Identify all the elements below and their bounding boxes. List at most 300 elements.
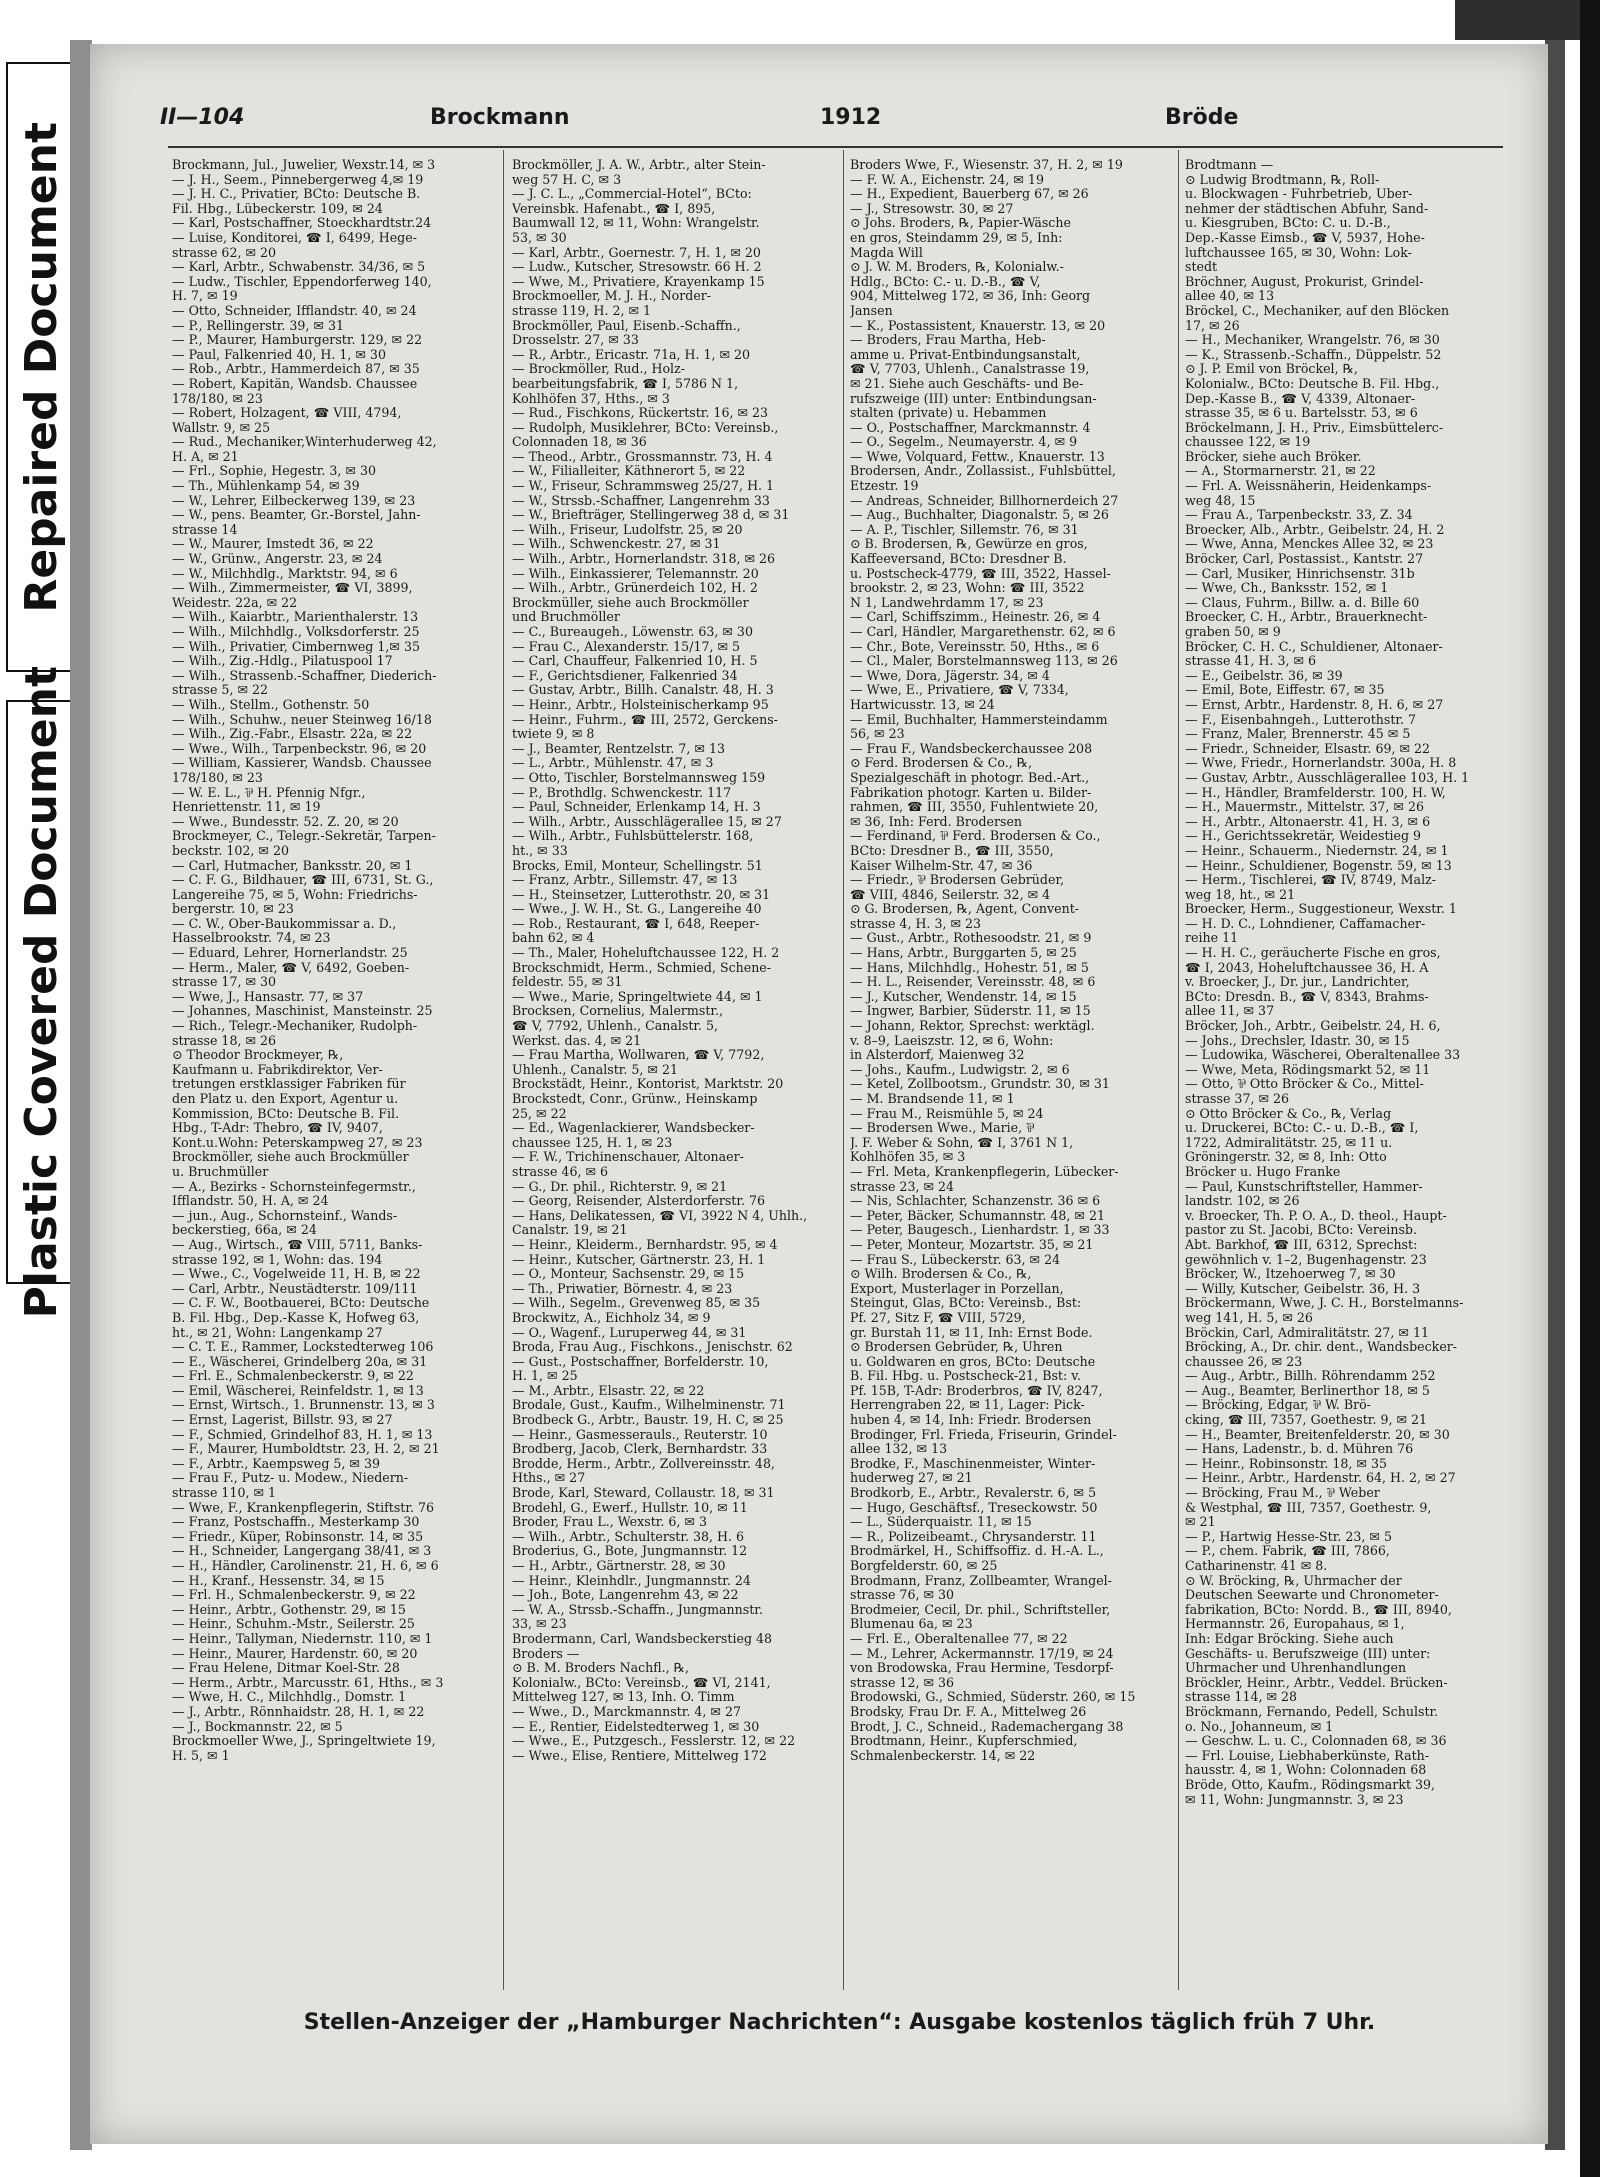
entry-line: — F., Gerichtsdiener, Falkenried 34: [512, 668, 738, 683]
entry-line: bergerstr. 10, ✉ 23: [172, 902, 294, 917]
entry-line: — G., Dr. phil., Richterstr. 9, ✉ 21: [512, 1179, 728, 1194]
entry-line: Brodt, J. C., Schneid., Rademachergang 38: [850, 1719, 1124, 1734]
entry-line: 904, Mittelweg 172, ✉ 36, Inh: Georg: [850, 289, 1091, 304]
entry-line: Mittelweg 127, ✉ 13, Inh. O. Timm: [512, 1690, 735, 1705]
entry-line: u. Goldwaren en gros, BCto: Deutsche: [850, 1354, 1096, 1369]
entry-line: Dep.-Kasse Eimsb., ☎ V, 5937, Hohe-: [1185, 230, 1425, 245]
entry-line: Magda Will: [850, 245, 923, 260]
scan-edge-right: [1580, 0, 1600, 2177]
entry-line: — Th., Priwatier, Börnestr. 4, ✉ 23: [512, 1281, 733, 1296]
entry-line: Uhrmacher und Uhrenhandlungen: [1185, 1661, 1407, 1676]
entry-line: — Claus, Fuhrm., Billw. a. d. Bille 60: [1185, 595, 1420, 610]
entry-line: ☎ I, 2043, Hoheluftchaussee 36, H. A: [1185, 960, 1429, 975]
entry-line: tretungen erstklassiger Fabriken für: [172, 1077, 406, 1092]
entry-line: Catharinenstr. 41 ✉ 8.: [1185, 1559, 1328, 1573]
entry-line: B. Fil. Hbg., Dep.-Kasse K, Hofweg 63,: [172, 1310, 420, 1325]
entry-line: — Hans, Delikatessen, ☎ VI, 3922 N 4, Uhlh.,: [512, 1208, 808, 1223]
entry-line: ⊙ G. Brodersen, ℞, Agent, Convent-: [850, 902, 1080, 917]
entry-line: bearbeitungsfabrik, ☎ I, 5786 N 1,: [512, 376, 739, 391]
entry-line: — Nis, Schlachter, Schanzenstr. 36 ✉ 6: [850, 1194, 1101, 1209]
entry-line: u. Bruchmüller: [172, 1164, 269, 1179]
entry-line: — Luise, Konditorei, ☎ I, 6499, Hege-: [172, 230, 417, 245]
entry-line: — W., Lehrer, Eilbeckerweg 139, ✉ 23: [172, 493, 416, 508]
entry-line: beckstr. 102, ✉ 20: [172, 843, 289, 858]
entry-line: — Wwe, Friedr., Hornerlandstr. 300a, H. 8: [1185, 756, 1457, 771]
entry-line: den Platz u. den Export, Agentur u.: [172, 1092, 399, 1106]
entry-line: — W., Milchhdlg., Marktstr. 94, ✉ 6: [172, 566, 398, 581]
entry-line: Baumwall 12, ✉ 11, Wohn: Wrangelstr.: [512, 216, 760, 231]
entry-line: — Eduard, Lehrer, Hornerlandstr. 25: [172, 946, 408, 961]
entry-line: — Heinr., Schuhm.-Mstr., Seilerstr. 25: [172, 1617, 415, 1632]
entry-line: — H., Steinsetzer, Lutterothstr. 20, ✉ 31: [512, 887, 771, 902]
entry-line: — J., Bockmannstr. 22, ✉ 5: [172, 1719, 343, 1734]
entry-line: — H., Arbtr., Altonaerstr. 41, H. 3, ✉ 6: [1185, 814, 1431, 829]
entry-line: Brodehl, G., Ewerf., Hullstr. 10, ✉ 11: [512, 1500, 748, 1515]
entry-line: — P., Rellingerstr. 39, ✉ 31: [172, 318, 344, 333]
entry-line: — Wwe, E., Privatiere, ☎ V, 7334,: [850, 683, 1069, 698]
entry-line: — Wilh., Zig.-Hdlg., Pilatuspool 17: [172, 654, 393, 669]
entry-line: Fabrikation photogr. Karten u. Bilder-: [850, 785, 1092, 800]
scan-shadow-left: [70, 40, 92, 2150]
entry-line: — Otto, Schneider, Ifflandstr. 40, ✉ 24: [172, 303, 417, 318]
entry-line: — Robert, Holzagent, ☎ VIII, 4794,: [172, 406, 402, 421]
entry-line: — Th., Mühlenkamp 54, ✉ 39: [172, 479, 360, 494]
entry-line: Brodtmann, Heinr., Kupferschmied,: [850, 1734, 1078, 1749]
entry-line: — Paul, Kunstschriftsteller, Hammer-: [1185, 1179, 1423, 1194]
entry-line: stalten (private) u. Hebammen: [850, 406, 1047, 421]
entry-line: — F., Eisenbahngeh., Lutterothstr. 7: [1185, 712, 1417, 727]
entry-line: 17, ✉ 26: [1185, 318, 1240, 333]
entry-line: — F., Maurer, Humboldtstr. 23, H. 2, ✉ 21: [172, 1442, 440, 1457]
entry-line: — P., Brothdlg. Schwenckestr. 117: [512, 785, 732, 800]
entry-line: — Friedr., Küper, Robinsonstr. 14, ✉ 35: [172, 1529, 424, 1544]
entry-line: ✉ 21. Siehe auch Geschäfts- und Be-: [850, 376, 1084, 391]
entry-line: Hths., ✉ 27: [512, 1471, 586, 1486]
entry-line: Brocks, Emil, Monteur, Schellingstr. 51: [512, 858, 763, 873]
entry-line: — Frl., Sophie, Hegestr. 3, ✉ 30: [172, 464, 376, 479]
entry-line: — Hans, Ladenstr., b. d. Mühren 76: [1185, 1442, 1414, 1457]
entry-line: BCto: Dresdn. B., ☎ V, 8343, Brahms-: [1185, 989, 1429, 1004]
entry-line: — Wilh., Strassenb.-Schaffner, Diederich-: [172, 668, 437, 683]
entry-line: — Gustav, Arbtr., Billh. Canalstr. 48, H. 3: [512, 683, 774, 698]
entry-line: Hasselbrookstr. 74, ✉ 23: [172, 931, 331, 946]
entry-line: twiete 9, ✉ 8: [512, 727, 595, 742]
entry-line: — jun., Aug., Schornsteinf., Wands-: [172, 1208, 398, 1223]
entry-line: J. F. Weber & Sohn, ☎ I, 3761 N 1,: [850, 1135, 1074, 1150]
entry-line: — Johs., Drechsler, Idastr. 30, ✉ 15: [1185, 1033, 1410, 1048]
entry-line: — Joh., Bote, Langenrehm 43, ✉ 22: [512, 1588, 739, 1603]
entry-line: allee 40, ✉ 13: [1185, 289, 1275, 304]
entry-line: ⊙ B. M. Broders Nachfl., ℞,: [512, 1661, 689, 1676]
entry-line: — A. P., Tischler, Sillemstr. 76, ✉ 31: [850, 522, 1079, 537]
entry-line: — M. Brandsende 11, ✉ 1: [850, 1092, 1015, 1106]
entry-line: — Rob., Arbtr., Hammerdeich 87, ✉ 35: [172, 362, 420, 377]
entry-line: beckerstieg, 66a, ✉ 24: [172, 1223, 317, 1238]
entry-line: — J., Beamter, Rentzelstr. 7, ✉ 13: [512, 741, 725, 756]
entry-line: — Frau C., Alexanderstr. 15/17, ✉ 5: [512, 639, 741, 654]
entry-line: strasse 119, H. 2, ✉ 1: [512, 303, 652, 318]
entry-line: — R., Arbtr., Ericastr. 71a, H. 1, ✉ 20: [512, 347, 751, 362]
entry-line: — O., Wagenf., Luruperweg 44, ✉ 31: [512, 1325, 747, 1340]
entry-line: — C. T. E., Rammer, Lockstedterweg 106: [172, 1340, 434, 1355]
entry-line: — Johs., Kaufm., Ludwigstr. 2, ✉ 6: [850, 1062, 1070, 1077]
entry-line: Gröningerstr. 32, ✉ 8, Inh: Otto: [1185, 1150, 1387, 1165]
entry-line: cking, ☎ III, 7357, Goethestr. 9, ✉ 21: [1185, 1413, 1428, 1428]
entry-line: strasse 76, ✉ 30: [850, 1588, 955, 1603]
directory-column-2: [512, 158, 838, 1988]
entry-line: Brodmärkel, H., Schiffsoffiz. d. H.-A. L.,: [850, 1544, 1104, 1559]
entry-line: Brodkorb, E., Arbtr., Revalerstr. 6, ✉ 5: [850, 1486, 1097, 1501]
year: 1912: [820, 105, 882, 130]
entry-line: Hartwicusstr. 13, ✉ 24: [850, 697, 995, 712]
entry-line: — Wilh., Zimmermeister, ☎ VI, 3899,: [172, 581, 413, 596]
entry-line: — C. W., Ober-Baukommissar a. D.,: [172, 916, 397, 931]
entry-line: — Friedr., ⅌ Brodersen Gebrüder,: [850, 873, 1065, 888]
entry-line: — E., Geibelstr. 36, ✉ 39: [1185, 668, 1343, 683]
entry-line: Brodmeier, Cecil, Dr. phil., Schriftsteller,: [850, 1602, 1111, 1617]
entry-line: bahn 62, ✉ 4: [512, 931, 595, 946]
entry-line: rufszweige (III) unter: Entbindungsan-: [850, 391, 1097, 406]
entry-line: — Aug., Wirtsch., ☎ VIII, 5711, Banks-: [172, 1237, 423, 1252]
entry-line: — H., Händler, Carolinenstr. 21, H. 6, ✉ 6: [172, 1559, 439, 1573]
entry-line: Brockmoeller Wwe, J., Springeltwiete 19,: [172, 1734, 436, 1749]
entry-line: — Aug., Arbtr., Billh. Röhrendamm 252: [1185, 1369, 1436, 1384]
entry-line: — Willy, Kutscher, Geibelstr. 36, H. 3: [1185, 1281, 1421, 1296]
entry-line: Bröcker u. Hugo Franke: [1185, 1164, 1341, 1179]
entry-line: — Franz, Maler, Brennerstr. 45 ✉ 5: [1185, 727, 1411, 742]
entry-line: strasse 62, ✉ 20: [172, 245, 277, 260]
entry-line: — F., Arbtr., Kaempsweg 5, ✉ 39: [172, 1456, 380, 1471]
entry-line: Steingut, Glas, BCto: Vereinsb., Bst:: [850, 1296, 1082, 1311]
entry-line: — Ferdinand, ⅌ Ferd. Brodersen & Co.,: [850, 829, 1101, 844]
entry-line: — Heinr., Arbtr., Hardenstr. 64, H. 2, ✉ 27: [1185, 1471, 1456, 1486]
entry-line: — M., Arbtr., Elsastr. 22, ✉ 22: [512, 1383, 705, 1398]
entry-line: — L., Arbtr., Mühlenstr. 47, ✉ 3: [512, 756, 714, 771]
entry-line: — Wilh., Einkassierer, Telemannstr. 20: [512, 566, 759, 581]
entry-line: hausstr. 4, ✉ 1, Wohn: Colonnaden 68: [1185, 1763, 1427, 1778]
entry-line: — Wwe, Ch., Banksstr. 152, ✉ 1: [1185, 581, 1389, 596]
entry-line: fabrikation, BCto: Nordd. B., ☎ III, 8940,: [1185, 1602, 1452, 1617]
entry-line: — Heinr., Schauerm., Niedernstr. 24, ✉ 1: [1185, 843, 1449, 858]
entry-line: amme u. Privat-Entbindungsanstalt,: [850, 347, 1081, 362]
entry-line: — Heinr., Tallyman, Niedernstr. 110, ✉ 1: [172, 1631, 433, 1646]
entry-line: Kaufmann u. Fabrikdirektor, Ver-: [172, 1062, 383, 1077]
entry-line: Kolonialw., BCto: Deutsche B. Fil. Hbg.,: [1185, 376, 1440, 391]
entry-line: — Heinr., Arbtr., Gothenstr. 29, ✉ 15: [172, 1602, 406, 1617]
entry-line: — Frau S., Lübeckerstr. 63, ✉ 24: [850, 1252, 1061, 1267]
entry-line: — Ingwer, Barbier, Süderstr. 11, ✉ 15: [850, 1004, 1091, 1019]
entry-line: — Bröcking, Edgar, ⅌ W. Brö-: [1185, 1398, 1371, 1413]
header-rule: [168, 146, 1503, 148]
entry-line: — Johann, Rektor, Sprechst: werktägl.: [850, 1019, 1095, 1034]
entry-line: ✉ 11, Wohn: Jungmannstr. 3, ✉ 23: [1185, 1792, 1404, 1807]
entry-line: — H., Händler, Bramfelderstr. 100, H. W,: [1185, 785, 1446, 800]
entry-line: — Ernst, Arbtr., Hardenstr. 8, H. 6, ✉ 27: [1185, 697, 1444, 712]
entry-line: 53, ✉ 30: [512, 230, 567, 245]
entry-line: strasse 4, H. 3, ✉ 23: [850, 916, 982, 931]
entry-line: — P., Maurer, Hamburgerstr. 129, ✉ 22: [172, 333, 423, 348]
entry-line: strasse 37, ✉ 26: [1185, 1092, 1290, 1106]
entry-line: Brodberg, Jacob, Clerk, Bernhardstr. 33: [512, 1442, 768, 1457]
entry-line: — Friedr., Schneider, Elsastr. 69, ✉ 22: [1185, 741, 1431, 756]
entry-line: Brockmüller, siehe auch Brockmöller: [512, 595, 749, 610]
entry-line: — Wilh., Zig.-Fabr., Elsastr. 22a, ✉ 22: [172, 727, 413, 742]
entry-line: — Hans, Arbtr., Burggarten 5, ✉ 25: [850, 946, 1077, 961]
entry-line: — Andreas, Schneider, Billhornerdeich 27: [850, 493, 1119, 508]
entry-line: Brocksen, Cornelius, Malermstr.,: [512, 1004, 724, 1019]
entry-line: weg 48, 15: [1185, 493, 1256, 508]
entry-line: — F., Schmied, Grindelhof 83, H. 1, ✉ 13: [172, 1427, 433, 1442]
entry-line: ☎ V, 7703, Uhlenh., Canalstrasse 19,: [850, 362, 1090, 377]
entry-line: — H., Arbtr., Gärtnerstr. 28, ✉ 30: [512, 1559, 726, 1573]
entry-line: Broda, Frau Aug., Fischkons., Jenischstr. 62: [512, 1340, 793, 1355]
entry-line: strasse 41, H. 3, ✉ 6: [1185, 654, 1317, 669]
entry-line: — Wwe, Dora, Jägerstr. 34, ✉ 4: [850, 668, 1050, 683]
directory-column-3: [850, 158, 1178, 1988]
footer-advertisement: Stellen-Anzeiger der „Hamburger Nachrichten“: Ausgabe kostenlos täglich früh 7 Uhr.: [303, 2010, 1376, 2035]
entry-line: — Chr., Bote, Vereinsstr. 50, Hths., ✉ 6: [850, 639, 1100, 654]
entry-line: — Emil, Bote, Eiffestr. 67, ✉ 35: [1185, 683, 1385, 698]
entry-line: — Aug., Beamter, Berlinerthor 18, ✉ 5: [1185, 1383, 1430, 1398]
entry-line: Canalstr. 19, ✉ 21: [512, 1223, 628, 1238]
entry-line: weg 18, ht., ✉ 21: [1185, 887, 1296, 902]
entry-line: — Wilh., Arbtr., Ausschlägerallee 15, ✉ 27: [512, 814, 782, 829]
entry-line: Kaffeeversand, BCto: Dresdner B.: [850, 552, 1067, 567]
entry-line: Kaiser Wilhelm-Str. 47, ✉ 36: [850, 858, 1033, 873]
entry-line: — Broders, Frau Martha, Heb-: [850, 333, 1046, 348]
entry-line: — W. E. L., ⅌ H. Pfennig Nfgr.,: [172, 785, 366, 800]
entry-line: Brockmoeller, M. J. H., Norder-: [512, 289, 712, 304]
entry-line: u. Druckerei, BCto: C.- u. D.-B., ☎ I,: [1185, 1121, 1419, 1136]
entry-line: ☎ VIII, 4846, Seilerstr. 32, ✉ 4: [850, 887, 1051, 902]
entry-line: ⊙ W. Bröcking, ℞, Uhrmacher der: [1185, 1573, 1402, 1588]
entry-line: — C., Bureaugeh., Löwenstr. 63, ✉ 30: [512, 625, 753, 639]
entry-line: — Gust., Arbtr., Rothesoodstr. 21, ✉ 9: [850, 931, 1092, 946]
entry-line: — Peter, Monteur, Mozartstr. 35, ✉ 21: [850, 1237, 1094, 1252]
entry-line: — Brockmöller, Rud., Holz-: [512, 362, 685, 377]
entry-line: 1722, Admiralitätstr. 25, ✉ 11 u.: [1185, 1135, 1393, 1150]
entry-line: — Ludw., Kutscher, Stresowstr. 66 H. 2: [512, 260, 762, 275]
entry-line: — Wwe., C., Vogelweide 11, H. B, ✉ 22: [172, 1267, 421, 1282]
entry-line: — Brodersen Wwe., Marie, ⅌: [850, 1121, 1035, 1136]
entry-line: — Wwe, H. C., Milchhdlg., Domstr. 1: [172, 1690, 407, 1705]
entry-line: v. 8–9, Laeiszstr. 12, ✉ 6, Wohn:: [850, 1033, 1054, 1048]
entry-line: Brodale, Gust., Kaufm., Wilhelminenstr. 71: [512, 1398, 786, 1413]
entry-line: in Alsterdorf, Maienweg 32: [850, 1048, 1025, 1063]
entry-line: — Frl. E., Schmalenbeckerstr. 9, ✉ 22: [172, 1369, 414, 1384]
entry-line: — J., Arbtr., Rönnhaidstr. 28, H. 1, ✉ 22: [172, 1704, 425, 1719]
column-divider: [503, 150, 504, 1990]
entry-line: — Th., Maler, Hoheluftchaussee 122, H. 2: [512, 946, 780, 961]
entry-line: 56, ✉ 23: [850, 727, 905, 742]
entry-line: — Frl. A. Weissnäherin, Heidenkamps-: [1185, 479, 1432, 494]
page-number: II—104: [160, 105, 245, 130]
page-header: [160, 105, 1530, 145]
entry-line: ⊙ Johs. Broders, ℞, Papier-Wäsche: [850, 216, 1071, 231]
entry-line: — Wilh., Friseur, Ludolfstr. 25, ✉ 20: [512, 522, 743, 537]
column-divider: [1178, 150, 1179, 1990]
entry-line: Vereinsbk. Hafenabt., ☎ I, 895,: [512, 201, 716, 216]
entry-line: Bröcker, siehe auch Bröker.: [1185, 449, 1362, 464]
entry-line: — R., Polizeibeamt., Chrysanderstr. 11: [850, 1529, 1097, 1544]
entry-line: — Herm., Maler, ☎ V, 6492, Goeben-: [172, 960, 410, 975]
entry-line: ⊙ B. Brodersen, ℞, Gewürze en gros,: [850, 537, 1088, 552]
entry-line: Brockmann, Jul., Juwelier, Wexstr.14, ✉ 3: [172, 158, 436, 172]
entry-line: — K., Strassenb.-Schaffn., Düppelstr. 52: [1185, 347, 1442, 362]
entry-line: — Heinr., Maurer, Hardenstr. 60, ✉ 20: [172, 1646, 418, 1661]
entry-line: — H. H. C., geräucherte Fische en gros,: [1185, 946, 1441, 961]
entry-line: Broders —: [512, 1646, 580, 1661]
entry-line: Hdlg., BCto: C.- u. D.-B., ☎ V,: [850, 274, 1041, 289]
entry-line: — W., Strssb.-Schaffner, Langenrehm 33: [512, 493, 770, 508]
entry-line: Spezialgeschäft in photogr. Bed.-Art.,: [850, 770, 1090, 785]
entry-line: Langereihe 75, ✉ 5, Wohn: Friedrichs-: [172, 887, 418, 902]
entry-line: Kohlhöfen 37, Hths., ✉ 3: [512, 391, 670, 406]
entry-line: Jansen: [850, 303, 893, 318]
entry-line: — Frau Helene, Ditmar Koel-Str. 28: [172, 1661, 400, 1676]
entry-line: — H., Mechaniker, Wrangelstr. 76, ✉ 30: [1185, 333, 1440, 348]
entry-line: — Frl. Louise, Liebhaberkünste, Rath-: [1185, 1748, 1429, 1763]
entry-line: ⊙ J. P. Emil von Bröckel, ℞,: [1185, 362, 1358, 377]
entry-line: — Heinr., Fuhrm., ☎ III, 2572, Gerckens-: [512, 712, 778, 727]
entry-line: Dep.-Kasse B., ☎ V, 4339, Altonaer-: [1185, 391, 1416, 406]
entry-line: Bröcker, W., Itzehoerweg 7, ✉ 30: [1185, 1267, 1396, 1282]
entry-line: — F. W., Trichinenschauer, Altonaer-: [512, 1150, 744, 1165]
entry-line: — Heinr., Robinsonstr. 18, ✉ 35: [1185, 1456, 1388, 1471]
entry-line: Brockmöller, J. A. W., Arbtr., alter Stein-: [512, 158, 766, 172]
entry-line: — Rud., Mechaniker,Winterhuderweg 42,: [172, 435, 437, 450]
entry-line: — L., Süderquaistr. 11, ✉ 15: [850, 1515, 1032, 1530]
entry-line: — W. A., Strssb.-Schaffn., Jungmannstr.: [512, 1602, 763, 1617]
entry-line: luftchaussee 165, ✉ 30, Wohn: Lok-: [1185, 245, 1412, 260]
entry-line: ⊙ Brodersen Gebrüder, ℞, Uhren: [850, 1340, 1063, 1355]
entry-line: ⊙ Otto Bröcker & Co., ℞, Verlag: [1185, 1106, 1392, 1121]
entry-line: Brockmeyer, C., Telegr.-Sekretär, Tarpen-: [172, 829, 436, 844]
entry-line: — Wilh., Milchhdlg., Volksdorferstr. 25: [172, 625, 420, 639]
entry-line: Broecker, C. H., Arbtr., Brauerknecht-: [1185, 610, 1428, 625]
entry-line: strasse 114, ✉ 28: [1185, 1690, 1298, 1705]
entry-line: strasse 110, ✉ 1: [172, 1486, 277, 1501]
entry-line: Wallstr. 9, ✉ 25: [172, 420, 271, 435]
entry-line: o. No., Johanneum, ✉ 1: [1185, 1719, 1334, 1734]
entry-line: — W., Filialleiter, Käthnerort 5, ✉ 22: [512, 464, 746, 479]
entry-line: ✉ 21: [1185, 1515, 1216, 1530]
entry-line: und Bruchmöller: [512, 610, 620, 625]
entry-line: — Theod., Arbtr., Grossmannstr. 73, H. 4: [512, 449, 773, 464]
entry-line: — Hugo, Geschäftsf., Treseckowstr. 50: [850, 1500, 1098, 1515]
entry-line: Brockschmidt, Herm., Schmied, Schene-: [512, 960, 772, 975]
entry-line: — O., Segelm., Neumayerstr. 4, ✉ 9: [850, 435, 1078, 450]
entry-line: nehmer der städtischen Abfuhr, Sand-: [1185, 201, 1429, 216]
entry-line: — W., Friseur, Schrammsweg 25/27, H. 1: [512, 479, 775, 494]
entry-line: — P., Hartwig Hesse-Str. 23, ✉ 5: [1185, 1529, 1392, 1544]
entry-line: — E., Rentier, Eidelstedterweg 1, ✉ 30: [512, 1719, 760, 1734]
entry-line: pastor zu St. Jacobi, BCto: Vereinsb.: [1185, 1223, 1417, 1238]
entry-line: — Frau F., Wandsbeckerchaussee 208: [850, 741, 1093, 756]
entry-line: — A., Bezirks - Schornsteinfegermstr.,: [172, 1179, 416, 1194]
entry-line: Brodermann, Carl, Wandsbeckerstieg 48: [512, 1631, 773, 1646]
entry-line: — Wilh., Arbtr., Fuhlsbüttelerstr. 168,: [512, 829, 754, 844]
entry-line: Hbg., T-Adr: Thebro, ☎ IV, 9407,: [172, 1121, 383, 1136]
entry-line: & Westphal, ☎ III, 7357, Goethestr. 9,: [1185, 1500, 1432, 1515]
entry-line: — Heinr., Arbtr., Holsteinischerkamp 95: [512, 697, 769, 712]
entry-line: — Otto, ⅌ Otto Bröcker & Co., Mittel-: [1185, 1077, 1424, 1092]
entry-line: — H., Beamter, Breitenfelderstr. 20, ✉ 30: [1185, 1427, 1450, 1442]
entry-line: graben 50, ✉ 9: [1185, 625, 1281, 639]
entry-line: Broders Wwe, F., Wiesenstr. 37, H. 2, ✉ 19: [850, 158, 1123, 172]
entry-line: reihe 11: [1185, 931, 1239, 946]
entry-line: — Herm., Tischlerei, ☎ IV, 8749, Malz-: [1185, 873, 1436, 888]
entry-line: Brockmöller, Paul, Eisenb.-Schaffn.,: [512, 318, 741, 333]
entry-line: — J., Stresowstr. 30, ✉ 27: [850, 201, 1014, 216]
entry-line: chaussee 122, ✉ 19: [1185, 435, 1311, 450]
entry-line: ⊙ Theodor Brockmeyer, ℞,: [172, 1048, 344, 1063]
entry-line: — Franz, Arbtr., Sillemstr. 47, ✉ 13: [512, 873, 738, 888]
entry-line: strasse 5, ✉ 22: [172, 683, 269, 698]
entry-line: Bröckermann, Wwe, J. C. H., Borstelmanns-: [1185, 1296, 1464, 1311]
entry-line: Borgfelderstr. 60, ✉ 25: [850, 1559, 998, 1573]
entry-line: allee 11, ✉ 37: [1185, 1004, 1275, 1019]
entry-line: — Peter, Baugesch., Lienhardstr. 1, ✉ 33: [850, 1223, 1110, 1238]
entry-line: Brodersen, Andr., Zollassist., Fuhlsbüttel,: [850, 464, 1116, 479]
entry-line: huderweg 27, ✉ 21: [850, 1471, 973, 1486]
entry-line: Bröcker, Carl, Postassist., Kantstr. 27: [1185, 552, 1424, 567]
entry-line: Kont.u.Wohn: Peterskampweg 27, ✉ 23: [172, 1135, 423, 1150]
entry-line: — Johannes, Maschinist, Mansteinstr. 25: [172, 1004, 433, 1019]
entry-line: — Heinr., Kleiderm., Bernhardstr. 95, ✉ 4: [512, 1237, 778, 1252]
entry-line: — Ludowika, Wäscherei, Oberaltenallee 33: [1185, 1048, 1461, 1063]
entry-line: — Herm., Arbtr., Marcusstr. 61, Hths., ✉ 3: [172, 1675, 444, 1690]
entry-line: — Geschw. L. u. C., Colonnaden 68, ✉ 36: [1185, 1734, 1447, 1749]
entry-line: — Peter, Bäcker, Schumannstr. 48, ✉ 21: [850, 1208, 1106, 1223]
running-head-name: Brockmann: [430, 105, 570, 130]
entry-line: Brodsky, Frau Dr. F. A., Mittelweg 26: [850, 1704, 1087, 1719]
entry-line: — Wwe, F., Krankenpflegerin, Stiftstr. 76: [172, 1500, 435, 1515]
entry-line: H. 7, ✉ 19: [172, 289, 238, 304]
entry-line: Bröckelmann, J. H., Priv., Eimsbüttelerc-: [1185, 420, 1444, 435]
entry-line: Schmalenbeckerstr. 14, ✉ 22: [850, 1748, 1036, 1763]
entry-line: Brockwitz, A., Eichholz 34, ✉ 9: [512, 1310, 711, 1325]
entry-line: — Rud., Fischkons, Rückertstr. 16, ✉ 23: [512, 406, 769, 421]
entry-line: Drosselstr. 27, ✉ 33: [512, 333, 639, 348]
entry-line: Brodinger, Frl. Frieda, Friseurin, Grindel-: [850, 1427, 1117, 1442]
entry-line: — F. W. A., Eichenstr. 24, ✉ 19: [850, 172, 1044, 187]
entry-line: Kolonialw., BCto: Vereinsb., ☎ VI, 2141,: [512, 1675, 771, 1690]
entry-line: — H., Gerichtssekretär, Weidestieg 9: [1185, 829, 1422, 844]
entry-line: — Frl. Meta, Krankenpflegerin, Lübecker-: [850, 1164, 1119, 1179]
sidebar: [0, 0, 78, 2177]
entry-line: strasse 18, ✉ 26: [172, 1033, 277, 1048]
entry-line: — J. H. C., Privatier, BCto: Deutsche B.: [172, 187, 421, 202]
entry-line: — Wwe., Wilh., Tarpenbeckstr. 96, ✉ 20: [172, 741, 427, 756]
entry-line: — Karl, Postschaffner, Stoeckhardtstr.24: [172, 216, 432, 231]
entry-line: — Ketel, Zollbootsm., Grundstr. 30, ✉ 31: [850, 1077, 1110, 1092]
entry-line: Pf. 15B, T-Adr: Broderbros, ☎ IV, 8247,: [850, 1383, 1103, 1398]
entry-line: — Franz, Postschaffn., Mesterkamp 30: [172, 1515, 420, 1530]
entry-line: Geschäfts- u. Berufszweige (III) unter:: [1185, 1646, 1431, 1661]
entry-line: — Wwe, J., Hansastr. 77, ✉ 37: [172, 989, 364, 1004]
entry-line: — Ludw., Tischler, Eppendorferweg 140,: [172, 274, 432, 289]
entry-line: — Wilh., Kaiarbtr., Marienthalerstr. 13: [172, 610, 419, 625]
entry-line: — E., Wäscherei, Grindelberg 20a, ✉ 31: [172, 1354, 428, 1369]
entry-line: — Georg, Reisender, Alsterdorferstr. 76: [512, 1194, 766, 1209]
entry-line: Brodbeck G., Arbtr., Baustr. 19, H. C, ✉ 25: [512, 1413, 784, 1428]
entry-line: gewöhnlich v. 1–2, Bugenhagenstr. 23: [1185, 1252, 1427, 1267]
entry-line: — Wilh., Schwenckestr. 27, ✉ 31: [512, 537, 721, 552]
entry-line: — Gust., Postschaffner, Borfelderstr. 10,: [512, 1354, 769, 1369]
entry-line: u. Blockwagen - Fuhrbetrieb, Über-: [1185, 187, 1413, 202]
entry-line: Bröckmann, Fernando, Pedell, Schulstr.: [1185, 1704, 1439, 1719]
